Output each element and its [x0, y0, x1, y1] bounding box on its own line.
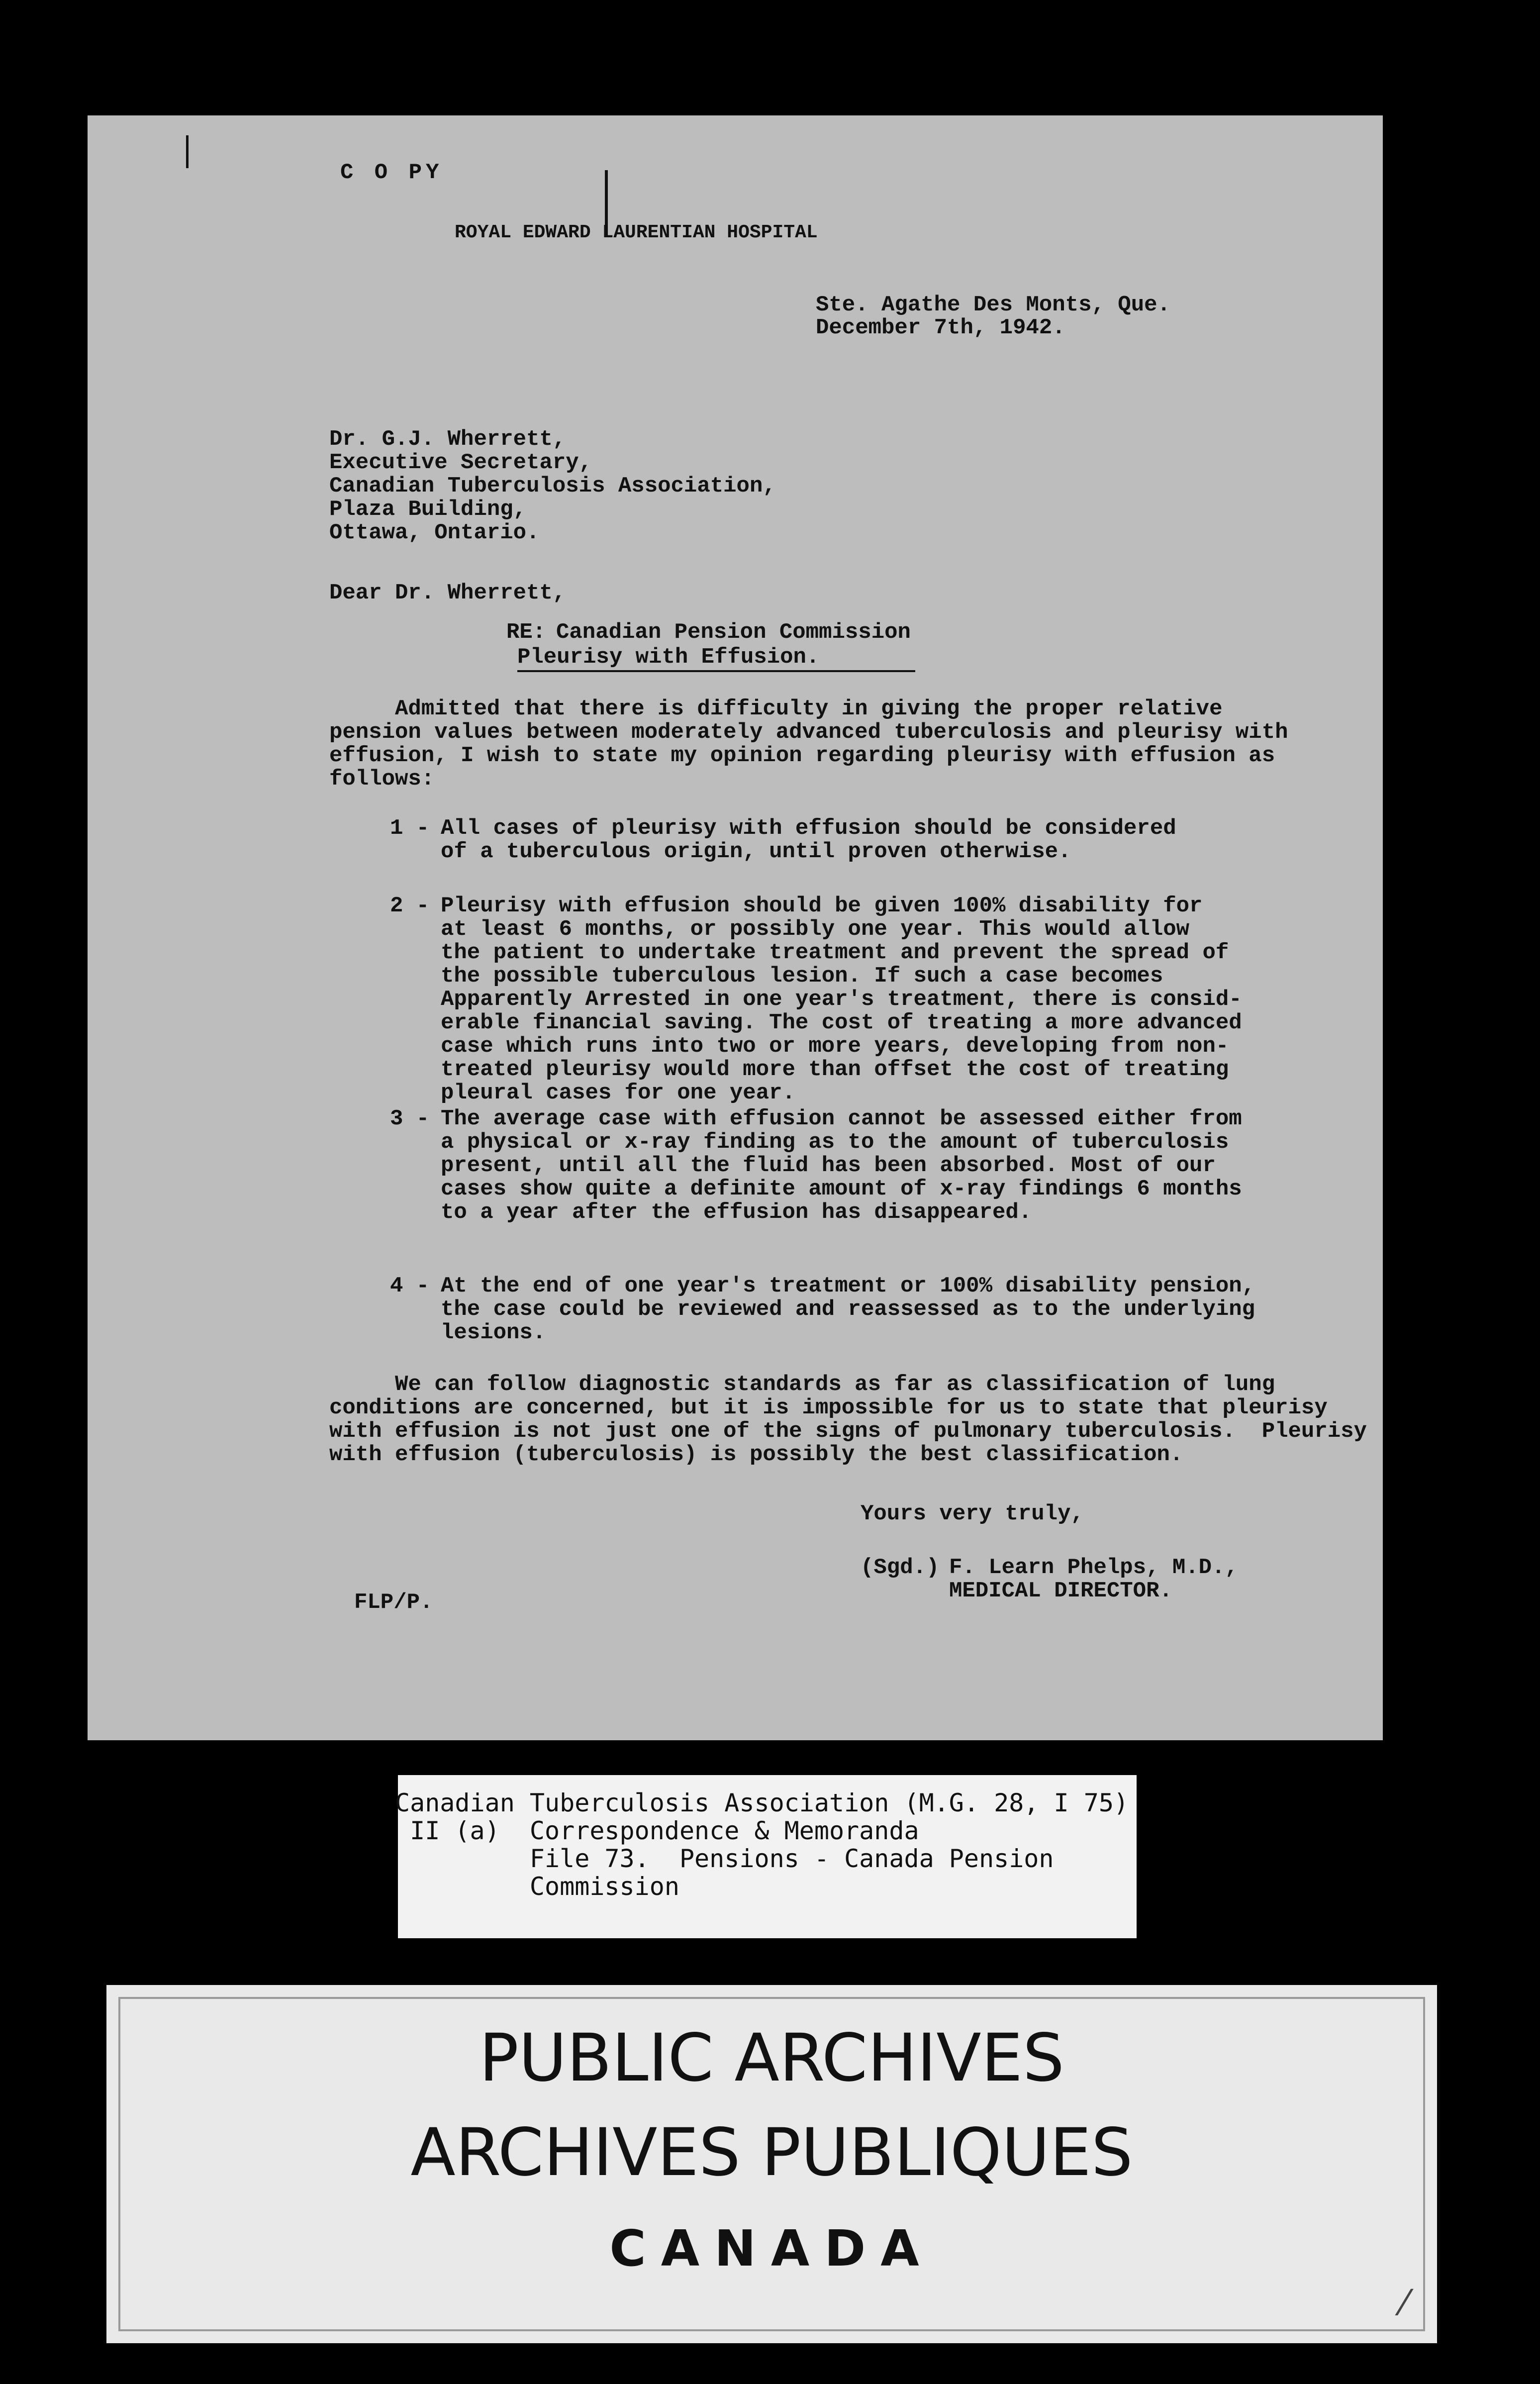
- paragraph-line: conditions are concerned, but it is impossible for us to state that pleurisy: [329, 1395, 1328, 1420]
- salutation: Dear Dr. Wherrett,: [329, 581, 566, 605]
- list-item-line: Pleurisy with effusion should be given 100% disability for: [441, 894, 1203, 918]
- list-item-number: 3 -: [390, 1106, 430, 1131]
- list-item-number: 4 -: [390, 1274, 430, 1298]
- paragraph-line: follows:: [329, 767, 435, 792]
- copy-label: C O PY: [340, 160, 443, 185]
- list-item-line: pleural cases for one year.: [441, 1081, 795, 1105]
- subject-line-2: Pleurisy with Effusion.: [517, 646, 915, 672]
- subject-re-label: RE:: [506, 620, 546, 645]
- recipient-line: Dr. G.J. Wherrett,: [329, 427, 566, 452]
- pencil-mark: ⁄: [1401, 2283, 1407, 2323]
- list-item-line: a physical or x-ray finding as to the amount of tuberculosis: [441, 1130, 1229, 1155]
- list-item-line: lesions.: [441, 1320, 546, 1345]
- stamp-line-english: PUBLIC ARCHIVES: [479, 2020, 1064, 2096]
- letterhead: ROYAL EDWARD LAURENTIAN HOSPITAL: [455, 222, 818, 243]
- list-item-line: the patient to undertake treatment and prevent the spread of: [441, 940, 1229, 965]
- archive-label-line: Canadian Tuberculosis Association (M.G. 28, I 75): [395, 1788, 1129, 1817]
- archive-label-line: II (a) Correspondence & Memoranda: [395, 1816, 919, 1845]
- list-item-number: 2 -: [390, 894, 430, 918]
- public-archives-card: [106, 1985, 1437, 2343]
- list-item-line: present, until all the fluid has been absorbed. Most of our: [441, 1153, 1216, 1178]
- list-item-line: of a tuberculous origin, until proven otherwise.: [441, 839, 1071, 864]
- paragraph-line: Admitted that there is difficulty in giving the proper relative: [329, 696, 1223, 721]
- archive-label-line: File 73. Pensions - Canada Pension: [395, 1844, 1054, 1873]
- list-item-line: case which runs into two or more years, developing from non-: [441, 1034, 1229, 1059]
- letter-page: [88, 115, 1383, 1740]
- letter-date: December 7th, 1942.: [816, 315, 1065, 340]
- paragraph-line: We can follow diagnostic standards as far as classification of lung: [329, 1372, 1275, 1397]
- valediction: Yours very truly,: [861, 1501, 1084, 1526]
- list-item-line: Apparently Arrested in one year's treatment, there is consid-: [441, 987, 1242, 1012]
- margin-bracket-mark: [186, 135, 189, 168]
- paragraph-line: with effusion (tuberculosis) is possibly the best classification.: [329, 1442, 1183, 1467]
- letter-location: Ste. Agathe Des Monts, Que.: [816, 293, 1170, 317]
- signer-name: F. Learn Phelps, M.D.,: [949, 1555, 1238, 1580]
- list-item-line: erable financial saving. The cost of treating a more advanced: [441, 1010, 1242, 1035]
- list-item-line: At the end of one year's treatment or 100% disability pension,: [441, 1274, 1255, 1298]
- archive-label: [395, 1775, 1137, 1938]
- list-item-line: the possible tuberculous lesion. If such a case becomes: [441, 964, 1163, 989]
- list-item-line: treated pleurisy would more than offset the cost of treating: [441, 1057, 1229, 1082]
- stamp-line-french: ARCHIVES PUBLIQUES: [410, 2114, 1133, 2191]
- paragraph-line: pension values between moderately advanced tuberculosis and pleurisy with: [329, 720, 1288, 745]
- signer-title: MEDICAL DIRECTOR.: [949, 1579, 1172, 1603]
- list-item-number: 1 -: [390, 816, 430, 841]
- typist-initials: FLP/P.: [354, 1590, 433, 1615]
- paragraph-line: effusion, I wish to state my opinion regarding pleurisy with effusion as: [329, 743, 1275, 768]
- list-item-line: All cases of pleurisy with effusion should be considered: [441, 816, 1176, 841]
- list-item-line: The average case with effusion cannot be assessed either from: [441, 1106, 1242, 1131]
- signed-label: (Sgd.): [861, 1555, 940, 1580]
- list-item-line: to a year after the effusion has disappeared.: [441, 1200, 1032, 1225]
- list-item-line: the case could be reviewed and reassessed as to the underlying: [441, 1297, 1255, 1322]
- recipient-line: Ottawa, Ontario.: [329, 520, 540, 545]
- recipient-line: Canadian Tuberculosis Association,: [329, 474, 776, 498]
- recipient-line: Plaza Building,: [329, 497, 527, 522]
- list-item-line: at least 6 months, or possibly one year. This would allow: [441, 917, 1190, 942]
- paragraph-line: with effusion is not just one of the signs of pulmonary tuberculosis. Pleurisy: [329, 1419, 1367, 1444]
- stamp-line-country: CANADA: [609, 2219, 934, 2278]
- recipient-line: Executive Secretary,: [329, 450, 592, 475]
- archive-label-line: Commission: [395, 1872, 679, 1901]
- subject-line-1: Canadian Pension Commission: [556, 620, 911, 645]
- list-item-line: cases show quite a definite amount of x-ray findings 6 months: [441, 1177, 1242, 1201]
